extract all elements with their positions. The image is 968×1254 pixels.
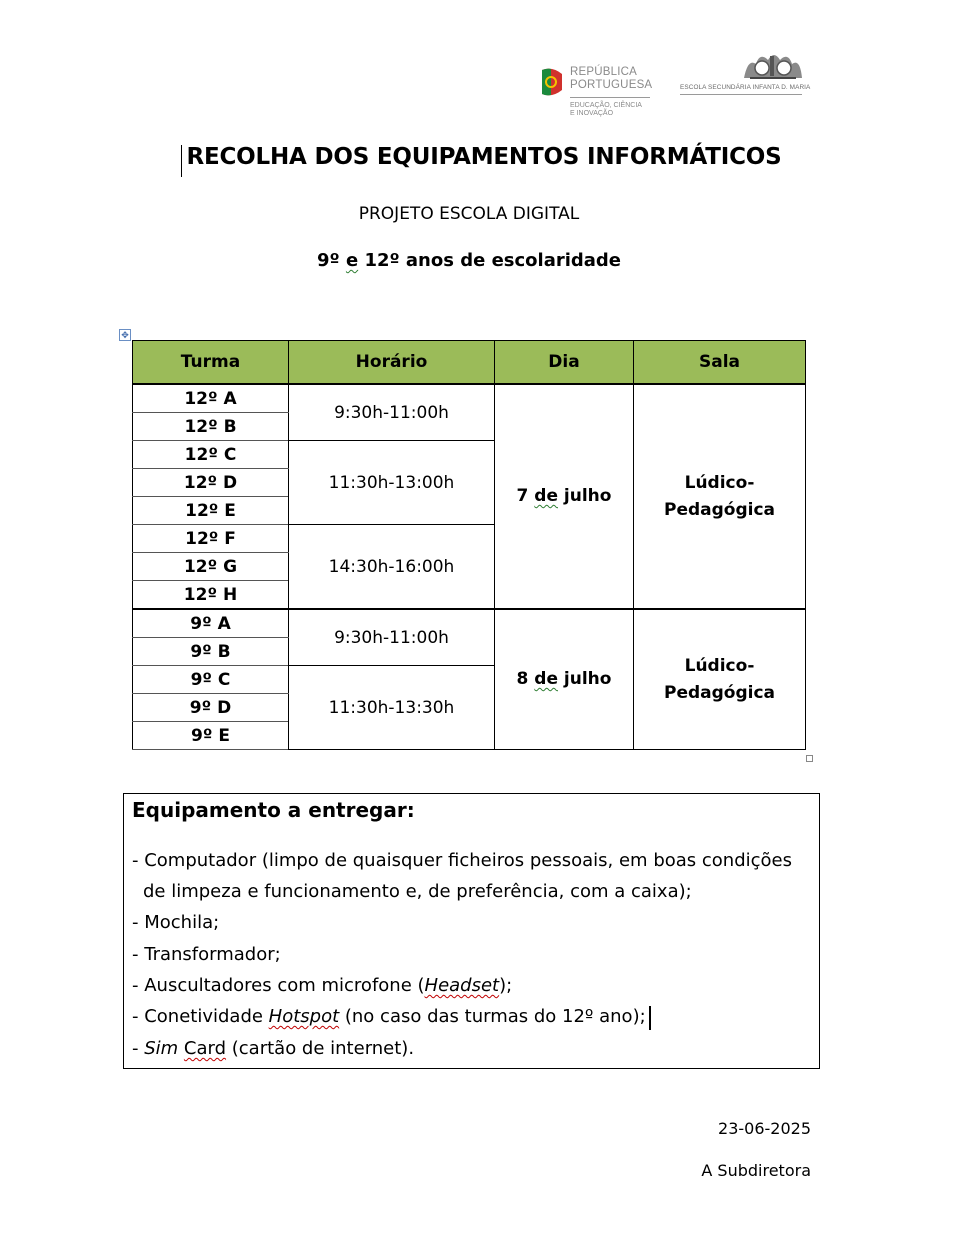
horario-cell: 11:30h-13:30h (289, 666, 495, 750)
table-resize-handle[interactable] (806, 755, 813, 762)
sala-line1: Lúdico- (684, 655, 755, 676)
header-sala: Sala (634, 341, 806, 385)
turma-cell: 12º H (133, 581, 289, 610)
turma-cell: 12º A (133, 384, 289, 413)
turma-cell: 9º D (133, 694, 289, 722)
dia-de: de (534, 669, 558, 689)
horario-cell: 11:30h-13:00h (289, 441, 495, 525)
equipment-item-simcard (132, 1038, 414, 1059)
hotspot-text-a: - Conetividade (132, 1006, 269, 1027)
table-move-handle-icon[interactable]: ✥ (119, 329, 131, 341)
turma-cell: 12º E (133, 497, 289, 525)
republica-portuguesa-logo (540, 66, 670, 122)
headset-text-b: Headset (424, 975, 500, 996)
turma-cell: 9º A (133, 609, 289, 638)
horario-cell: 9:30h-11:00h (289, 384, 495, 441)
text-cursor (649, 1006, 651, 1030)
equipment-item-backpack: - Mochila; (132, 912, 220, 933)
ministry-line1: EDUCAÇÃO, CIÊNCIA (570, 102, 642, 109)
turma-cell: 12º F (133, 525, 289, 553)
sala-line2: Pedagógica (663, 682, 776, 703)
signature-line: A Subdiretora (701, 1161, 811, 1180)
years-part-c: 12º anos de escolaridade (364, 250, 622, 271)
dia-cell (495, 609, 634, 750)
school-logo-divider (680, 94, 802, 95)
page-title: RECOLHA DOS EQUIPAMENTOS INFORMÁTICOS (186, 144, 782, 170)
header-dia: Dia (495, 341, 634, 385)
dia-cell (495, 384, 634, 609)
equipment-item-computer: - Computador (limpo de quaisquer ficheiros pessoais, em boas condições (132, 850, 792, 871)
sala-cell (634, 609, 806, 750)
republica-line1: REPÚBLICA (570, 66, 637, 78)
dia-mes: julho (563, 669, 612, 689)
turma-cell: 9º E (133, 722, 289, 750)
document-date: 23-06-2025 (718, 1119, 811, 1138)
dia-num: 8 (516, 669, 529, 689)
turma-cell: 12º B (133, 413, 289, 441)
years-part-a: 9º (316, 250, 340, 271)
equipment-title: Equipamento a entregar: (132, 798, 415, 822)
sala-line2: Pedagógica (663, 499, 776, 520)
horario-cell: 14:30h-16:00h (289, 525, 495, 610)
header-horario: Horário (289, 341, 495, 385)
hotspot-text-b: Hotspot (268, 1006, 340, 1027)
turma-cell: 9º C (133, 666, 289, 694)
years-part-b: e (345, 250, 359, 271)
hotspot-text-c: (no caso das turmas do 12º ano); (339, 1006, 646, 1027)
sala-line1: Lúdico- (684, 472, 755, 493)
page-subtitle: PROJETO ESCOLA DIGITAL (358, 204, 580, 224)
sala-cell (634, 384, 806, 609)
portugal-flag-icon (540, 68, 564, 98)
turma-cell: 12º D (133, 469, 289, 497)
schedule-table (132, 340, 806, 750)
ministry-line2: E INOVAÇÃO (570, 110, 614, 117)
header-turma: Turma (133, 341, 289, 385)
dia-de: de (534, 486, 558, 506)
simcard-text-e: (cartão de internet). (226, 1038, 415, 1059)
turma-cell: 9º B (133, 638, 289, 666)
equipment-item-charger: - Transformador; (132, 944, 281, 965)
headset-text-a: - Auscultadores com microfone ( (132, 975, 425, 996)
simcard-text-a: - (132, 1038, 145, 1059)
equipment-box (123, 793, 820, 1069)
school-emblem-icon (740, 48, 804, 82)
headset-text-c: ); (499, 975, 513, 996)
turma-cell: 12º G (133, 553, 289, 581)
equipment-item-headset (132, 975, 512, 996)
equipment-item-computer-cont: de limpeza e funcionamento e, de preferência, com a caixa); (143, 881, 692, 902)
horario-cell: 9:30h-11:00h (289, 609, 495, 666)
logo-divider (570, 97, 650, 98)
table-header-row (133, 341, 806, 385)
dia-num: 7 (516, 486, 529, 506)
republica-line2: PORTUGUESA (570, 79, 653, 91)
table-row (133, 384, 806, 413)
simcard-text-d: Card (183, 1038, 227, 1059)
school-logo (680, 48, 811, 104)
dia-mes: julho (563, 486, 612, 506)
school-years (0, 250, 938, 271)
table-row (133, 609, 806, 638)
school-name: ESCOLA SECUNDÁRIA INFANTA D. MARIA (680, 84, 811, 91)
equipment-item-hotspot (132, 1006, 646, 1027)
simcard-text-b: Sim (144, 1038, 179, 1059)
turma-cell: 12º C (133, 441, 289, 469)
